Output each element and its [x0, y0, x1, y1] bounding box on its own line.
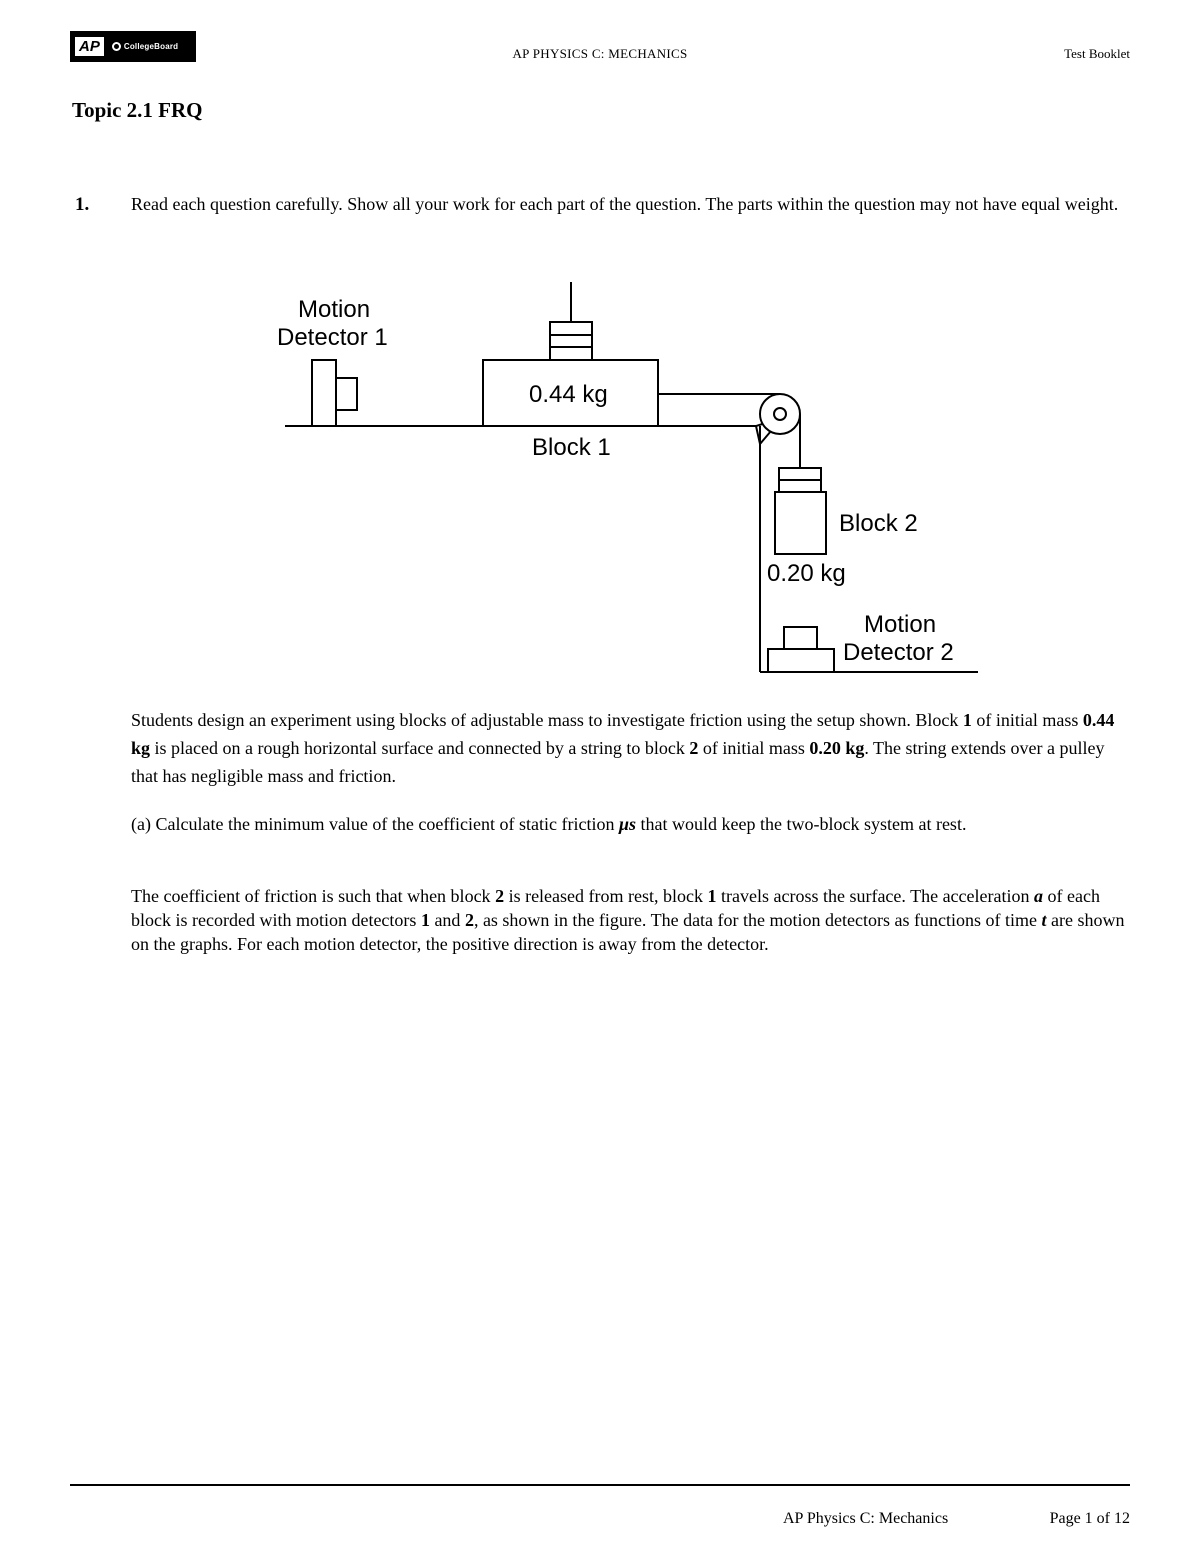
text-run: , as shown in the figure. The data for the motion detectors as functions of time [473, 910, 1042, 930]
math-block-2: 2 [495, 886, 505, 906]
header-title: AP PHYSICS C: MECHANICS [512, 46, 688, 61]
math-block-1: 1 [962, 710, 972, 730]
detector-2-label-line1: Motion [864, 611, 937, 638]
footer-page-number: Page 1 of 12 [1049, 1510, 1130, 1527]
text-run: that would keep the two-block system at rest. [636, 814, 967, 834]
detector-2-label-line2: Detector 2 [843, 639, 954, 666]
motion-detector-2-sensor [784, 627, 817, 649]
math-detector-2: 2 [464, 910, 474, 930]
text-run: Students design an experiment using blocks of adjustable mass to investigate friction using the setup shown. Block [131, 710, 963, 730]
math-mass-2: 0.20 kg [809, 738, 865, 758]
text-run: (a) Calculate the minimum value of the coefficient of static friction [131, 814, 619, 834]
detector-1-label-line2: Detector 1 [277, 324, 388, 351]
text-run: travels across the surface. The acceleration [716, 886, 1035, 906]
block-2-mass-label: 0.20 kg [767, 560, 846, 587]
block-1-mass-label: 0.44 kg [529, 381, 608, 408]
question-number: 1. [75, 194, 90, 215]
math-mass-1: 0.44 kg [131, 710, 1115, 758]
block-2-label: Block 2 [839, 510, 918, 537]
text-run: of each block is recorded with motion detectors [131, 886, 1100, 930]
text-run: . The string extends over a pulley that has negligible mass and friction. [131, 738, 1105, 786]
math-detector-1: 1 [420, 910, 430, 930]
footer-course: AP Physics C: Mechanics [783, 1510, 949, 1527]
detector-1-label-line1: Motion [298, 296, 371, 323]
math-acceleration: a [1034, 886, 1044, 906]
block-1-label: Block 1 [532, 434, 611, 461]
text-run: of initial mass [698, 738, 810, 758]
motion-detector-2-body [768, 649, 834, 672]
math-block-1: 1 [707, 886, 717, 906]
header-booklet-label: Test Booklet [1064, 46, 1130, 61]
motion-detector-1-body [312, 360, 336, 426]
text-run: The coefficient of friction is such that when block [131, 886, 496, 906]
text-run: is released from rest, block [504, 886, 708, 906]
motion-detector-1-sensor [336, 378, 357, 410]
question-instructions: Read each question carefully. Show all your work for each part of the question. The parts within the question may not have equal weight. [131, 194, 1119, 214]
motion-detector-description [131, 884, 1131, 956]
text-run: is placed on a rough horizontal surface and connected by a string to block [150, 738, 690, 758]
math-block-2: 2 [689, 738, 699, 758]
logo-ap-mark: AP [75, 37, 104, 56]
experiment-setup-figure [270, 278, 990, 678]
text-run: are shown on the graphs. For each motion detector, the positive direction is away from the detector. [131, 910, 1125, 954]
block-1-masses [550, 322, 592, 360]
text-run: of initial mass [971, 710, 1083, 730]
math-time: t [1041, 910, 1047, 930]
part-a-prompt [131, 812, 1131, 836]
experiment-description [131, 706, 1131, 790]
block-2 [775, 492, 826, 554]
math-mu-s: μs [619, 814, 637, 834]
logo-brand-text: CollegeBoard [123, 42, 179, 51]
page-title: Topic 2.1 FRQ [72, 98, 203, 122]
footer-divider [70, 1484, 1130, 1486]
text-run: and [429, 910, 465, 930]
setup-diagram [270, 278, 990, 678]
